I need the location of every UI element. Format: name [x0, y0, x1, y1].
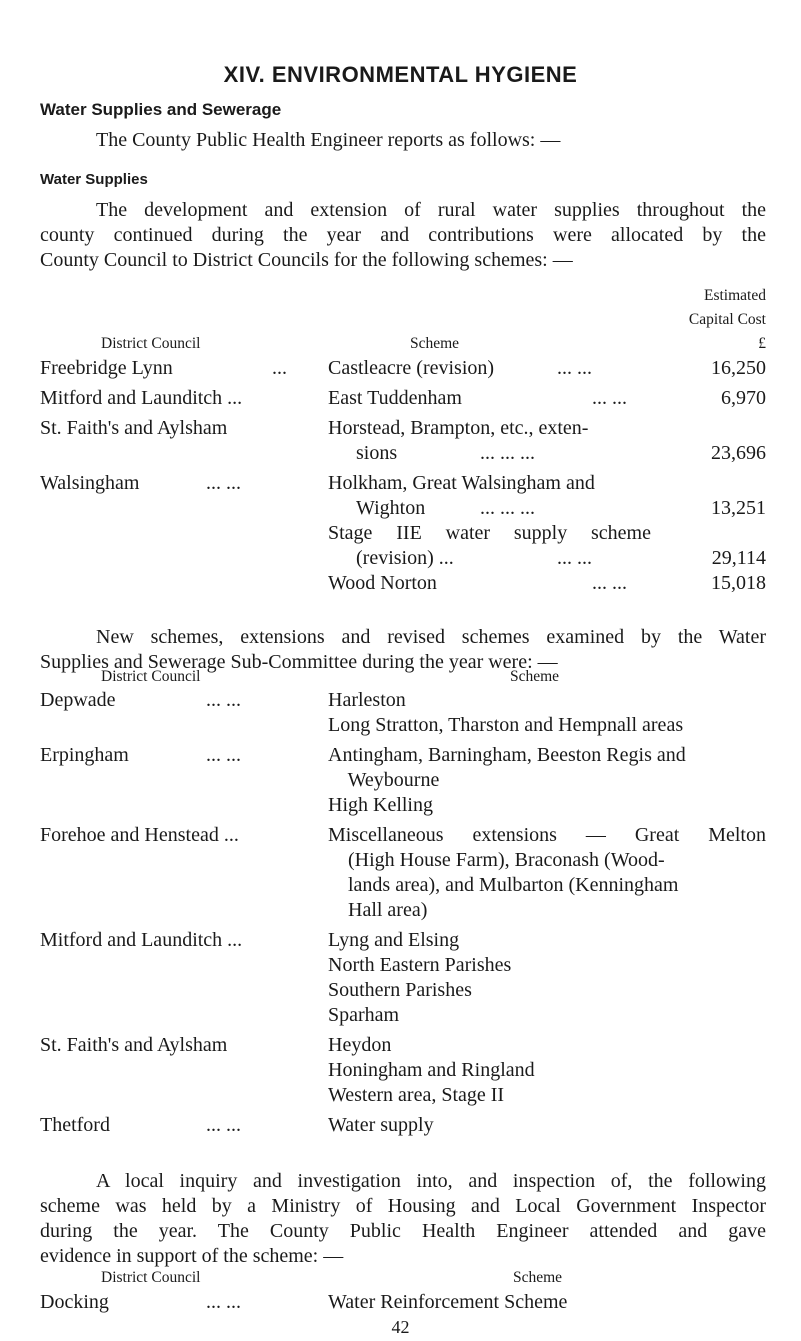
leader-dots: ... ... [206, 744, 241, 766]
paragraph-line: The development and extension of rural water supplies throughout the [96, 199, 766, 221]
table-row-scheme: East Tuddenham [328, 387, 462, 409]
scheme-item: Lyng and Elsing [328, 929, 460, 951]
cost-header-line2: Capital Cost [688, 311, 766, 328]
leader-dots: ... ... [206, 1114, 241, 1136]
table-row-district: Forehoe and Henstead ... [40, 824, 239, 846]
table-row-district: Thetford [40, 1114, 110, 1136]
cost-header-line1: Estimated [704, 287, 766, 304]
leader-dots: ... ... [557, 547, 592, 569]
scheme-item: Honingham and Ringland [328, 1059, 535, 1081]
paragraph-line: scheme was held by a Ministry of Housing and Local Government Inspector [40, 1195, 766, 1217]
table-row-district: St. Faith's and Aylsham [40, 417, 228, 439]
table-row-district: Mitford and Launditch ... [40, 929, 243, 951]
cost-unit-header: £ [758, 335, 766, 352]
scheme-item: lands area), and Mulbarton (Kenningham [328, 874, 679, 896]
table-row-cost: 15,018 [711, 572, 766, 594]
table-row-district: St. Faith's and Aylsham [40, 1034, 228, 1056]
table-row-scheme: Holkham, Great Walsingham and [328, 472, 595, 494]
scheme-item: Weybourne [328, 769, 440, 791]
table-row-cost: 23,696 [711, 442, 766, 464]
scheme-item: Antingham, Barningham, Beeston Regis and [328, 744, 686, 766]
scheme-item: Western area, Stage II [328, 1084, 505, 1106]
leader-dots: ... ... [592, 572, 627, 594]
table-row-district: Freebridge Lynn [40, 357, 173, 379]
leader-dots: ... ... [206, 689, 241, 711]
table-row-scheme: Water Reinforcement Scheme [328, 1291, 568, 1313]
paragraph-line: A local inquiry and investigation into, and inspection of, the following [96, 1170, 766, 1192]
scheme-item: Miscellaneous extensions — Great Melton [328, 824, 766, 846]
scheme-header: Scheme [510, 668, 560, 685]
table-row-scheme: Castleacre (revision) [328, 357, 495, 379]
table-row-scheme: Wood Norton [328, 572, 437, 594]
page-number: 42 [391, 1317, 410, 1337]
scheme-item: High Kelling [328, 794, 433, 816]
paragraph-3 [40, 1169, 766, 1269]
table-row-scheme-cont: Wighton [356, 497, 426, 519]
scheme-item: Long Stratton, Tharston and Hempnall areas [328, 714, 684, 736]
scheme-item: Hall area) [328, 899, 428, 921]
paragraph-line: New schemes, extensions and revised schemes examined by the Water [96, 626, 766, 648]
scheme-item: Harleston [328, 689, 406, 711]
table-row-scheme-cont: (revision) ... [356, 547, 454, 569]
scheme-item: Water supply [328, 1114, 434, 1136]
section-title: Water Supplies and Sewerage [40, 100, 282, 119]
scheme-header: Scheme [410, 335, 460, 352]
scheme-item: North Eastern Parishes [328, 954, 512, 976]
leader-dots: ... ... [592, 387, 627, 409]
table-row-cost: 29,114 [711, 547, 766, 569]
table-row-district: Walsingham [40, 472, 140, 494]
table-row-cost: 16,250 [711, 357, 766, 379]
scheme-item: (High House Farm), Braconash (Wood- [328, 849, 665, 871]
paragraph-line: county continued during the year and contributions were allocated by the [40, 224, 766, 246]
table-row-scheme-cont: sions [356, 442, 398, 464]
leader-dots: ... ... ... [480, 442, 535, 464]
table-row-scheme: Horstead, Brampton, etc., exten- [328, 417, 589, 439]
paragraph-line: evidence in support of the scheme: — [40, 1245, 344, 1267]
subsection-title: Water Supplies [40, 171, 148, 188]
paragraph-1 [40, 198, 766, 273]
intro-text: The County Public Health Engineer reports as follows: — [96, 129, 561, 151]
table-row-scheme: Stage IIE water supply scheme [328, 522, 651, 544]
district-header: District Council [101, 335, 201, 352]
paragraph-line: during the year. The County Public Health Engineer attended and gave [40, 1220, 766, 1242]
scheme-header: Scheme [513, 1269, 563, 1286]
leader-dots: ... [272, 357, 287, 379]
district-header: District Council [101, 1269, 201, 1286]
table-row-district: Docking [40, 1291, 109, 1313]
table-row-district: Erpingham [40, 744, 129, 766]
table-row-cost: 6,970 [721, 387, 766, 409]
paragraph-line: Supplies and Sewerage Sub-Committee during the year were: — [40, 651, 558, 673]
table-row-district: Depwade [40, 689, 116, 711]
leader-dots: ... ... ... [480, 497, 535, 519]
paragraph-line: County Council to District Councils for the following schemes: — [40, 249, 573, 271]
scheme-item: Sparham [328, 1004, 400, 1026]
leader-dots: ... ... [206, 472, 241, 494]
leader-dots: ... ... [206, 1291, 241, 1313]
chapter-heading: XIV. ENVIRONMENTAL HYGIENE [223, 62, 578, 87]
table-row-cost: 13,251 [711, 497, 766, 519]
leader-dots: ... ... [557, 357, 592, 379]
table-row-district: Mitford and Launditch ... [40, 387, 243, 409]
scheme-item: Southern Parishes [328, 979, 472, 1001]
district-header: District Council [101, 668, 201, 685]
scheme-item: Heydon [328, 1034, 392, 1056]
